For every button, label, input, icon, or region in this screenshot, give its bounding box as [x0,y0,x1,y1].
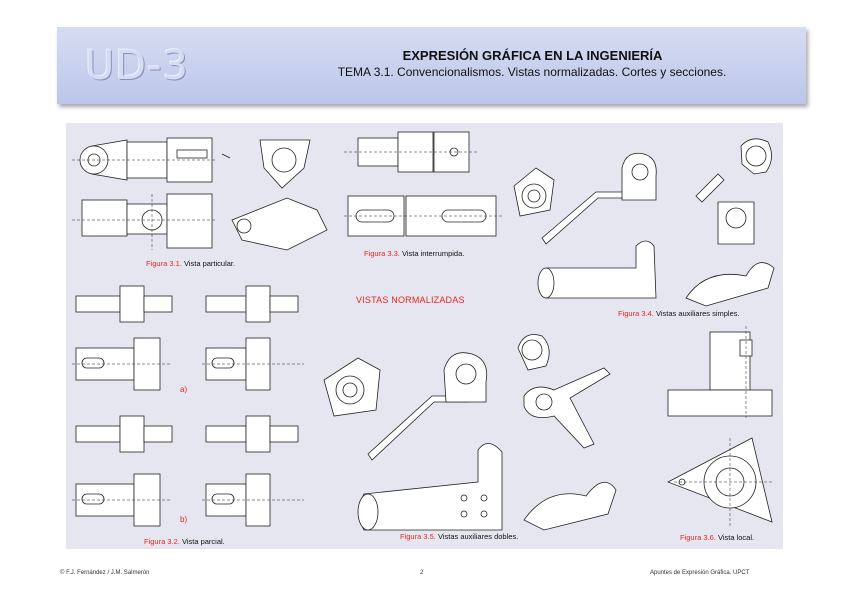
figure-3-1-drawing [72,128,342,263]
figure-3-3-drawing [344,128,504,248]
course-title: EXPRESIÓN GRÁFICA EN LA INGENIERÍA [402,48,663,63]
caption-figure-3-5: Figura 3.5. Vistas auxiliares dobles. [400,532,519,541]
figure-3-5-drawing [318,318,658,538]
footer-page-number: 2 [420,570,424,576]
center-heading-vistas-normalizadas: VISTAS NORMALIZADAS [356,295,465,305]
figure-3-6-drawing [660,326,780,536]
caption-figure-3-6: Figura 3.6. Vista local. [680,533,755,542]
header-banner [57,27,806,104]
caption-figure-3-2: Figura 3.2. Vista parcial. [144,537,225,546]
figure-3-4-drawing [506,128,784,308]
caption-figure-3-3: Figura 3.3. Vista interrumpida. [364,249,465,258]
footer-authors: © F.J. Fernández / J.M. Salmerón [60,570,150,576]
caption-figure-3-4: Figura 3.4. Vistas auxiliares simples. [618,309,740,318]
figure-3-2-drawing [72,282,312,542]
unit-logo: UD-3 [85,43,189,89]
footer-course-notes: Apuntes de Expresión Gráfica. UPCT [650,570,750,576]
topic-subtitle: TEMA 3.1. Convencionalismos. Vistas normalizadas. Cortes y secciones. [337,65,727,79]
sublabel-a: a) [180,385,188,394]
caption-figure-3-1: Figura 3.1. Vista particular. [146,259,236,268]
sublabel-b: b) [180,515,188,524]
